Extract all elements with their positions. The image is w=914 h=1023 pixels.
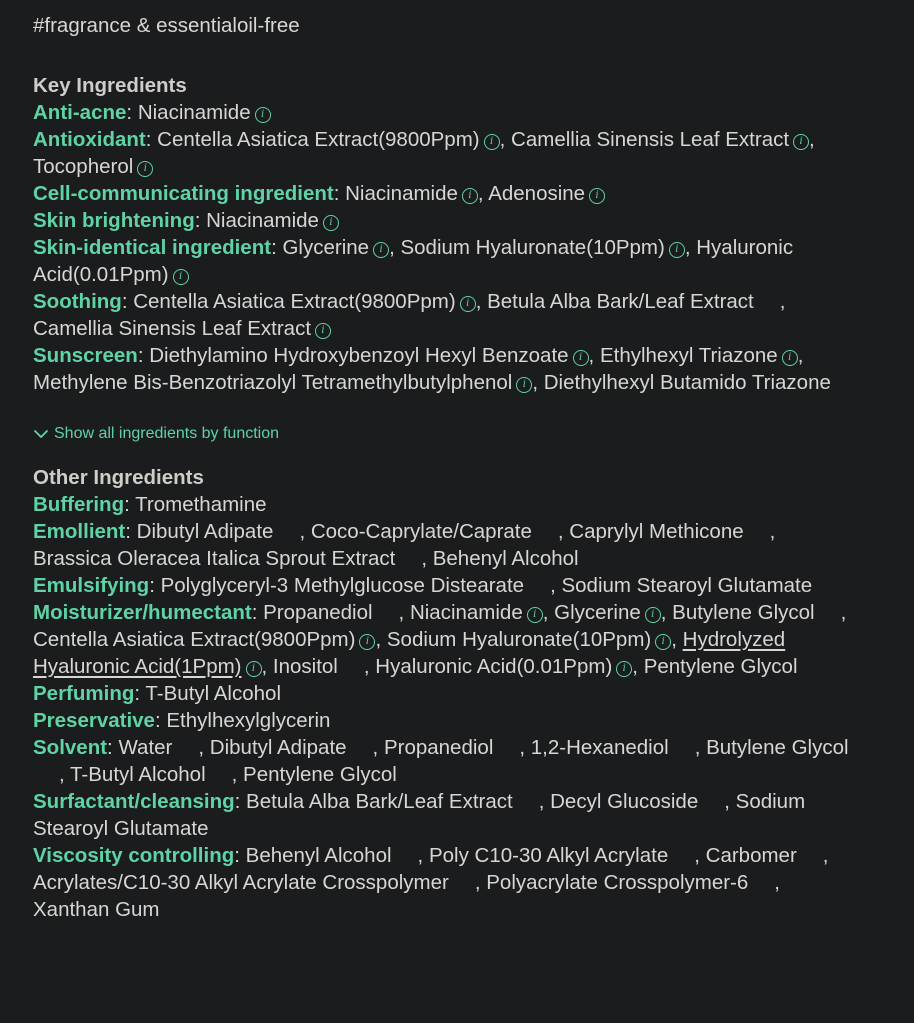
ingredient-name: Centella Asiatica Extract(9800Ppm) [33, 628, 356, 651]
show-all-ingredients-label: Show all ingredients by function [54, 425, 280, 442]
ingredient-name: Butylene Glycol [672, 601, 815, 624]
function-label: Viscosity controlling [33, 844, 235, 867]
ingredient-name: Niacinamide [409, 601, 523, 624]
function-label: Buffering [33, 493, 125, 516]
ingredient-function-row: Anti-acne: Niacinamide i [33, 99, 853, 126]
ingredient-name: Acrylates/C10-30 Alkyl Acrylate Crosspolymer [33, 871, 449, 894]
info-icon[interactable]: i [573, 350, 589, 366]
ingredient-name: Decyl Glucoside [550, 790, 699, 813]
info-icon[interactable]: i [616, 661, 632, 677]
ingredient-name: Sodium Stearoyl Glutamate [33, 790, 806, 840]
ingredient-name: Diethylamino Hydroxybenzoyl Hexyl Benzoate [149, 344, 569, 367]
function-label: Emollient [33, 520, 126, 543]
info-icon[interactable]: i [793, 134, 809, 150]
info-icon[interactable]: i [462, 188, 478, 204]
ingredient-name: Sodium Hyaluronate(10Ppm) [400, 236, 665, 259]
ingredient-name: Hyaluronic Acid(0.01Ppm) [375, 655, 613, 678]
info-icon[interactable]: i [645, 607, 661, 623]
info-icon[interactable]: i [460, 296, 476, 312]
info-icon[interactable]: i [323, 215, 339, 231]
ingredient-function-row: Skin-identical ingredient: Glycerine i , Sodium Hyaluronate(10Ppm) i , Hyaluronic Acid(0.01Ppm) i [33, 236, 794, 286]
ingredient-function-row: Moisturizer/humectant: Propanediol , Niacinamide i , Glycerine i , Butylene Glycol , Centella Asiatica Extract(9800Ppm) i , Sodium Hyaluronate(10Ppm) i , Hydrolyzed Hyaluronic Acid(1Ppm) i , Inositol , Hyaluronic Acid(0.01Ppm) i , Pentylene Glycol [33, 601, 847, 678]
ingredient-name: T-Butyl Alcohol [145, 682, 281, 705]
ingredient-name: Polyglyceryl-3 Methylglucose Distearate [160, 574, 525, 597]
ingredient-name: Pentylene Glycol [243, 763, 397, 786]
info-icon[interactable]: i [246, 661, 262, 677]
info-icon[interactable]: i [373, 242, 389, 258]
ingredient-name: Hyaluronic Acid(0.01Ppm) [33, 236, 794, 286]
ingredient-name: Butylene Glycol [706, 736, 849, 759]
ingredients-panel [33, 12, 853, 923]
ingredient-function-row: Solvent: Water , Dibutyl Adipate , Propanediol , 1,2-Hexanediol , Butylene Glycol, T-Butyl Alcohol , Pentylene Glycol [33, 736, 849, 786]
function-label: Skin brightening [33, 209, 195, 232]
key-ingredients-list [33, 99, 853, 396]
ingredient-name: Tromethamine [135, 493, 267, 516]
ingredient-name: Xanthan Gum [33, 898, 160, 921]
ingredient-name: Niacinamide [206, 209, 319, 232]
ingredient-name: Camellia Sinensis Leaf Extract [33, 317, 312, 340]
ingredient-name: Dibutyl Adipate [209, 736, 347, 759]
function-label: Antioxidant [33, 128, 146, 151]
chevron-down-icon [33, 428, 49, 440]
ingredient-name: Betula Alba Bark/Leaf Extract [246, 790, 513, 813]
ingredient-name: Sodium Stearoyl Glutamate [561, 574, 813, 597]
ingredient-function-row: Preservative: Ethylhexylglycerin [33, 709, 331, 732]
function-label: Cell-communicating ingredient [33, 182, 334, 205]
function-label: Anti-acne [33, 101, 127, 124]
ingredient-function-row: Viscosity controlling: Behenyl Alcohol , Poly C10-30 Alkyl Acrylate , Carbomer , Acrylates/C10-30 Alkyl Acrylate Crosspolymer , Polyacrylate Crosspolymer-6 , Xanthan Gum [33, 844, 829, 921]
ingredient-name: Niacinamide [137, 101, 251, 124]
ingredient-name: Glycerine [554, 601, 641, 624]
ingredient-name: Dibutyl Adipate [136, 520, 274, 543]
ingredient-name: Adenosine [488, 182, 586, 205]
info-icon[interactable]: i [484, 134, 500, 150]
ingredient-function-row: Soothing: Centella Asiatica Extract(9800Ppm) i , Betula Alba Bark/Leaf Extract , Camellia Sinensis Leaf Extract i [33, 290, 786, 340]
info-icon[interactable]: i [137, 161, 153, 177]
ingredient-name: Brassica Oleracea Italica Sprout Extract [33, 547, 396, 570]
function-label: Emulsifying [33, 574, 150, 597]
ingredient-name: Centella Asiatica Extract(9800Ppm) [133, 290, 456, 313]
function-label: Moisturizer/humectant [33, 601, 252, 624]
ingredient-name: 1,2-Hexanediol [530, 736, 669, 759]
info-icon[interactable]: i [255, 107, 271, 123]
ingredient-name: Glycerine [282, 236, 370, 259]
ingredient-name: Pentylene Glycol [643, 655, 798, 678]
info-icon[interactable]: i [315, 323, 331, 339]
info-icon[interactable]: i [655, 634, 671, 650]
function-label: Skin-identical ingredient [33, 236, 272, 259]
ingredient-function-row: Buffering: Tromethamine [33, 493, 267, 516]
ingredient-name: Propanediol [383, 736, 494, 759]
ingredient-function-row: Perfuming: T-Butyl Alcohol [33, 682, 281, 705]
function-label: Surfactant/cleansing [33, 790, 235, 813]
ingredient-name: Sodium Hyaluronate(10Ppm) [386, 628, 652, 651]
ingredient-name: Poly C10-30 Alkyl Acrylate [428, 844, 669, 867]
ingredient-function-row: Skin brightening: Niacinamide i [33, 207, 853, 234]
ingredient-name: Niacinamide [345, 182, 458, 205]
ingredient-name: Behenyl Alcohol [432, 547, 579, 570]
ingredient-name[interactable]: Hydrolyzed Hyaluronic Acid(1Ppm) [33, 628, 786, 678]
ingredient-function-row: Emollient: Dibutyl Adipate , Coco-Caprylate/Caprate , Caprylyl Methicone , Brassica Oleracea Italica Sprout Extract , Behenyl Alcohol [33, 520, 776, 570]
function-label: Solvent [33, 736, 108, 759]
ingredient-name: Ethylhexylglycerin [166, 709, 331, 732]
ingredient-name: Coco-Caprylate/Caprate [310, 520, 532, 543]
ingredient-name: Inositol [272, 655, 338, 678]
ingredient-name: Methylene Bis-Benzotriazolyl Tetramethylbutylphenol [33, 371, 513, 394]
ingredient-name: Caprylyl Methicone [569, 520, 744, 543]
ingredient-name: Betula Alba Bark/Leaf Extract [487, 290, 754, 313]
function-label: Sunscreen [33, 344, 138, 367]
ingredient-name: Water [118, 736, 173, 759]
ingredient-name: Behenyl Alcohol [245, 844, 392, 867]
key-ingredients-title: Key Ingredients [33, 74, 187, 97]
function-label: Soothing [33, 290, 122, 313]
function-label: Perfuming [33, 682, 135, 705]
info-icon[interactable]: i [359, 634, 375, 650]
ingredient-function-row: Cell-communicating ingredient: Niacinamide i , Adenosine i [33, 180, 853, 207]
ingredient-function-row: Emulsifying: Polyglyceryl-3 Methylglucose Distearate , Sodium Stearoyl Glutamate [33, 574, 813, 597]
info-icon[interactable]: i [527, 607, 543, 623]
ingredient-name: Camellia Sinensis Leaf Extract [511, 128, 790, 151]
ingredient-name: Carbomer [705, 844, 797, 867]
ingredient-function-row: Sunscreen: Diethylamino Hydroxybenzoyl Hexyl Benzoate i , Ethylhexyl Triazone i , Methylene Bis-Benzotriazolyl Tetramethylbutylphenol i , Diethylhexyl Butamido Triazone [33, 344, 831, 394]
show-all-ingredients-toggle[interactable] [33, 424, 853, 444]
ingredient-name: Ethylhexyl Triazone [599, 344, 778, 367]
product-tag: #fragrance & essentialoil-free [33, 14, 300, 37]
info-icon[interactable]: i [782, 350, 798, 366]
ingredient-name: Propanediol [263, 601, 373, 624]
ingredient-name: Centella Asiatica Extract(9800Ppm) [157, 128, 480, 151]
other-ingredients-title: Other Ingredients [33, 466, 204, 489]
info-icon[interactable]: i [589, 188, 605, 204]
ingredient-name: T-Butyl Alcohol [70, 763, 206, 786]
ingredient-function-row: Surfactant/cleansing: Betula Alba Bark/Leaf Extract , Decyl Glucoside , Sodium Stearoyl Glutamate [33, 790, 806, 840]
ingredient-name: Diethylhexyl Butamido Triazone [543, 371, 831, 394]
ingredient-name: Tocopherol [33, 155, 134, 178]
function-label: Preservative [33, 709, 155, 732]
ingredient-function-row: Antioxidant: Centella Asiatica Extract(9800Ppm) i , Camellia Sinensis Leaf Extract i , Tocopherol i [33, 128, 815, 178]
info-icon[interactable]: i [669, 242, 685, 258]
info-icon[interactable]: i [516, 377, 532, 393]
info-icon[interactable]: i [173, 269, 189, 285]
ingredient-name: Polyacrylate Crosspolymer-6 [486, 871, 749, 894]
other-ingredients-list [33, 491, 853, 923]
